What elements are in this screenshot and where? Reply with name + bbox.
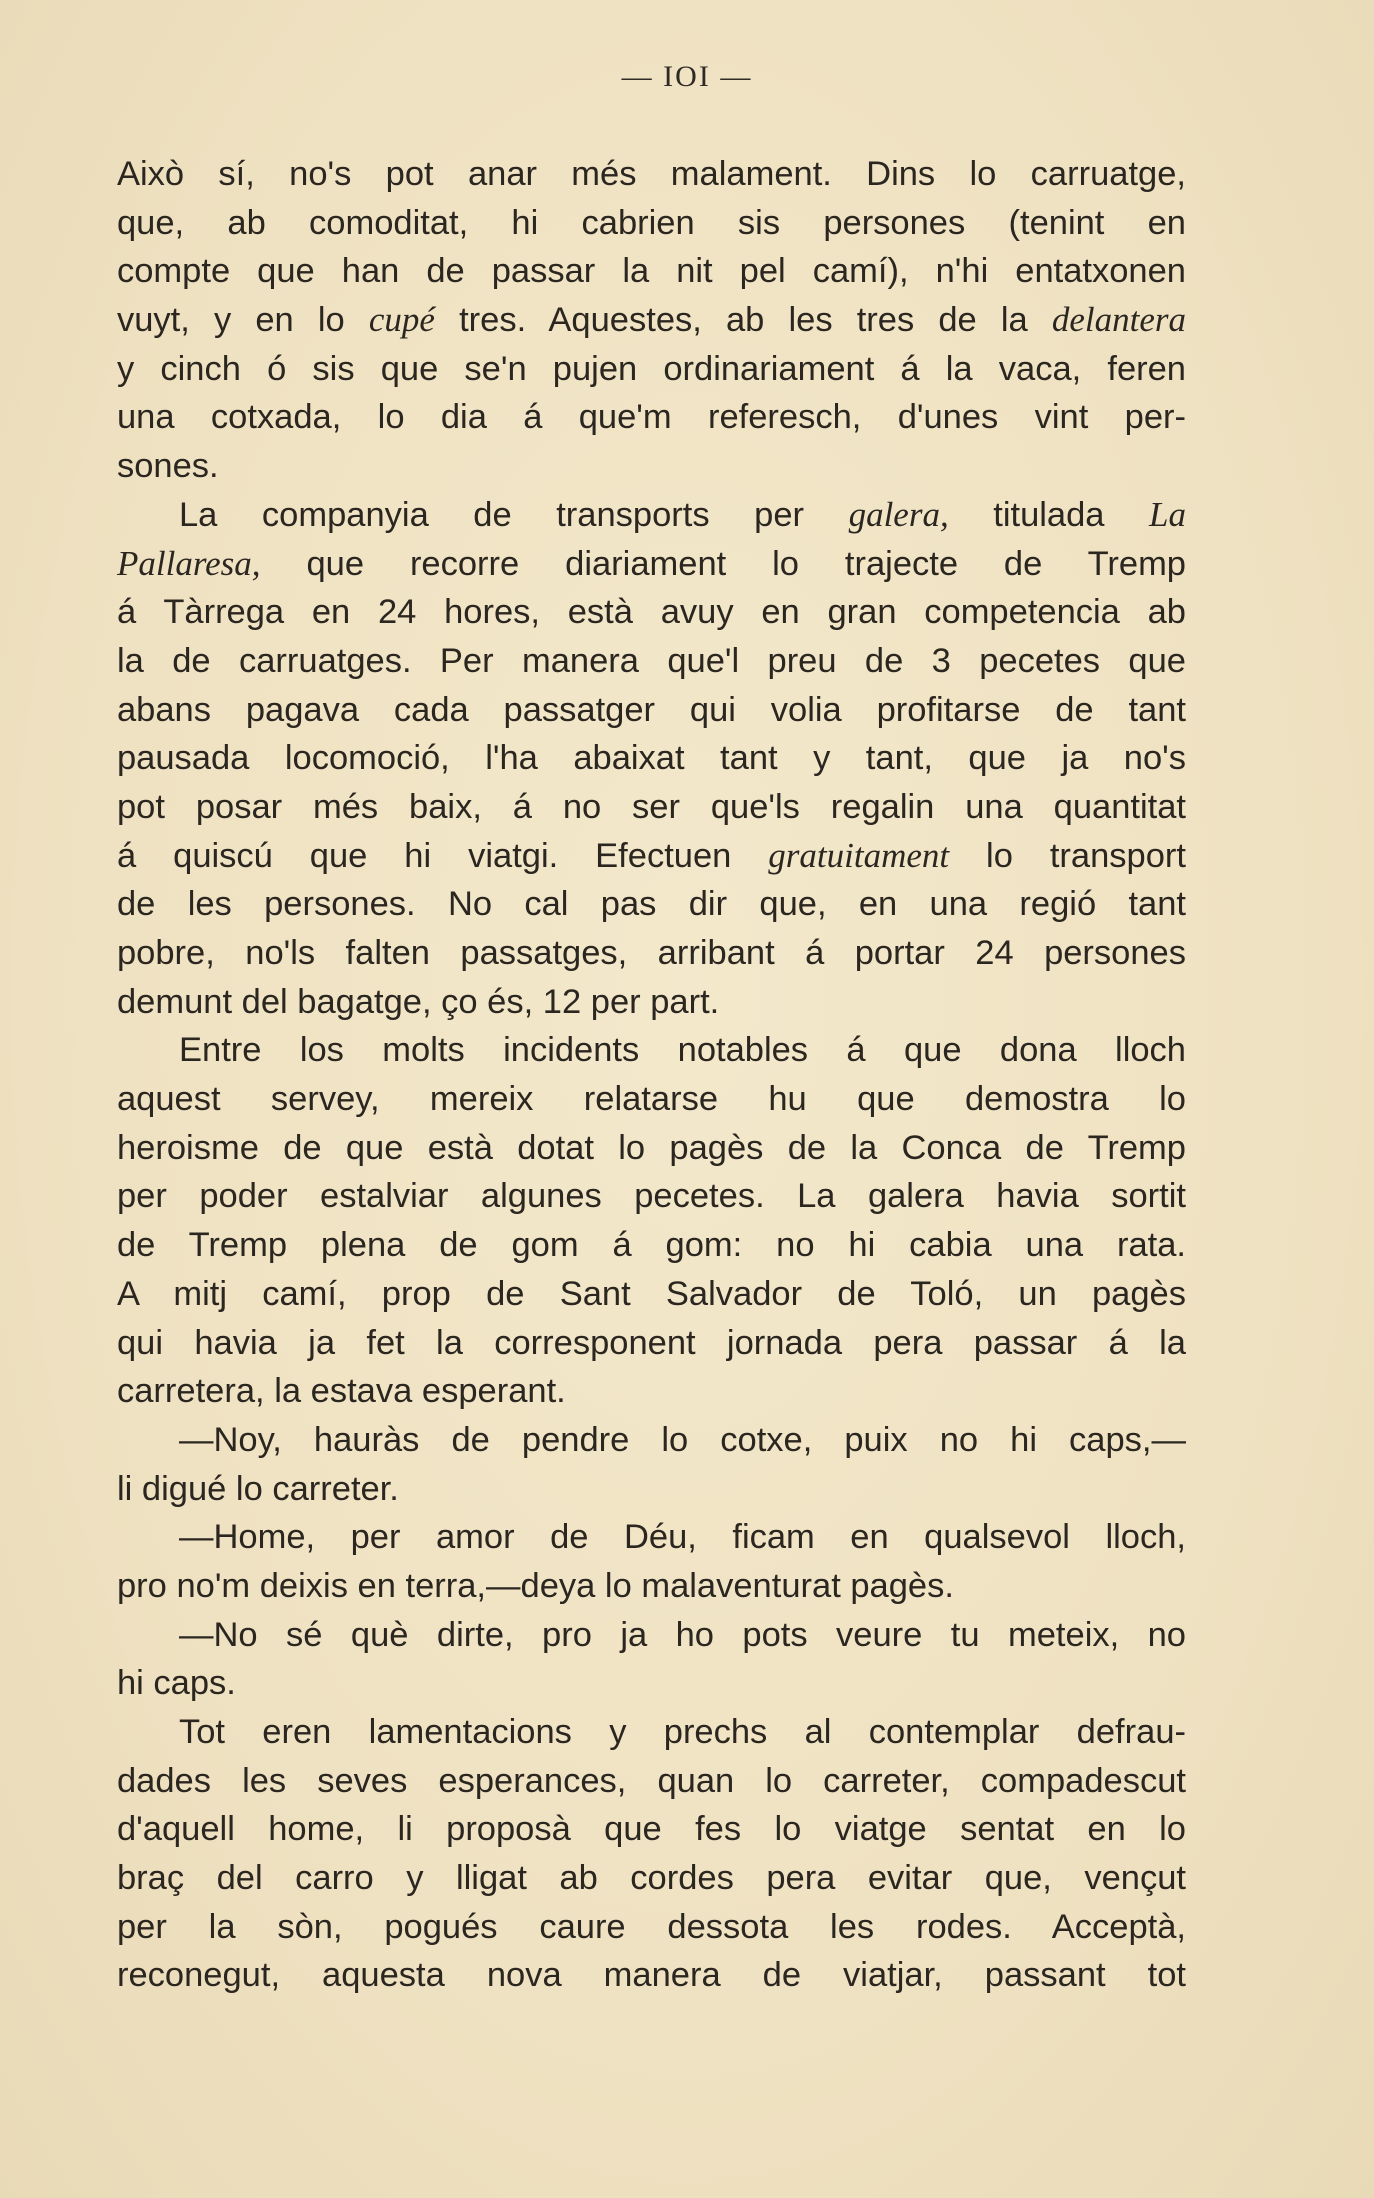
text-line [117, 686, 1186, 735]
text-run: —Home, per amor de Déu, ficam en qualsevol lloch, [179, 1518, 1186, 1557]
text-line [117, 1659, 1186, 1708]
text-run: carretera, la estava esperant. [117, 1372, 566, 1411]
text-run: —No sé què dirte, pro ja ho pots veure tu meteix, no [179, 1615, 1186, 1654]
text-run: A mitj camí, prop de Sant Salvador de Toló, un pagès [117, 1274, 1186, 1313]
text-line [117, 1708, 1186, 1757]
text-run: tres. Aquestes, ab les tres de la [434, 301, 1052, 340]
text-run: una cotxada, lo dia á que'm referesch, d'unes vint per- [117, 398, 1186, 437]
text-line [117, 978, 1186, 1027]
italic-run: Pallaresa, [117, 543, 261, 583]
text-run: de Tremp plena de gom á gom: no hi cabia una rata. [117, 1226, 1186, 1265]
text-run: vuyt, y en lo [117, 301, 369, 340]
text-line [117, 1513, 1186, 1562]
text-line [117, 393, 1186, 442]
text-run: reconegut, aquesta nova manera de viatjar, passant tot [117, 1956, 1186, 1995]
text-line [117, 199, 1186, 248]
text-line [117, 345, 1186, 394]
text-line [117, 1903, 1186, 1952]
page-number: — IOI — [621, 60, 753, 93]
text-run: qui havia ja fet la corresponent jornada pera passar á la [117, 1323, 1186, 1362]
text-run: li digué lo carreter. [117, 1469, 399, 1508]
text-run: La companyia de transports per [179, 495, 849, 534]
text-run: braç del carro y lligat ab cordes pera evitar que, vençut [117, 1859, 1186, 1898]
text-line [117, 1854, 1186, 1903]
text-line [117, 1416, 1186, 1465]
italic-run: galera, [848, 494, 949, 534]
text-run: aquest servey, mereix relatarse hu que demostra lo [117, 1080, 1186, 1119]
text-run: —Noy, hauràs de pendre lo cotxe, puix no hi caps,— [179, 1420, 1186, 1459]
text-run: per poder estalviar algunes pecetes. La galera havia sortit [117, 1177, 1186, 1216]
body-text [117, 150, 1186, 2000]
italic-run: cupé [368, 300, 435, 340]
text-run: hi caps. [117, 1664, 236, 1703]
text-line [117, 1562, 1186, 1611]
text-run: titulada [948, 495, 1150, 534]
text-line [117, 1270, 1186, 1319]
italic-run: La [1149, 494, 1187, 534]
text-run: Això sí, no's pot anar més malament. Dins lo carruatge, [117, 155, 1186, 193]
text-run: Entre los molts incidents notables á que dona lloch [179, 1031, 1186, 1070]
text-line [117, 1124, 1186, 1173]
text-line [117, 1805, 1186, 1854]
text-line [117, 1465, 1186, 1514]
text-line [117, 247, 1186, 296]
text-line [117, 150, 1186, 199]
text-run: compte que han de passar la nit pel camí), n'hi entatxonen [117, 252, 1186, 291]
text-run: per la sòn, pogués caure dessota les rodes. Acceptà, [117, 1907, 1186, 1946]
text-line [117, 491, 1186, 540]
text-run: heroisme de que està dotat lo pagès de la Conca de Tremp [117, 1128, 1186, 1167]
italic-run: gratuitament [768, 835, 950, 875]
text-run: y cinch ó sis que se'n pujen ordinariament á la vaca, feren [117, 349, 1186, 388]
text-line [117, 296, 1186, 345]
text-run: que recorre diariament lo trajecte de Tremp [260, 544, 1186, 583]
text-line [117, 783, 1186, 832]
text-run: lo transport [949, 836, 1186, 875]
text-line [117, 540, 1186, 589]
text-run: Tot eren lamentacions y prechs al contemplar defrau- [179, 1713, 1186, 1751]
text-run: á quiscú que hi viatgi. Efectuen [117, 836, 769, 875]
text-run: sones. [117, 447, 219, 486]
text-run: pobre, no'ls falten passatges, arribant á portar 24 persones [117, 934, 1186, 972]
text-line [117, 1367, 1186, 1416]
text-run: abans pagava cada passatger qui volia profitarse de tant [117, 690, 1186, 729]
text-line [117, 929, 1186, 978]
text-line [117, 880, 1186, 929]
text-run: pro no'm deixis en terra,—deya lo malaventurat pagès. [117, 1566, 954, 1605]
text-line [117, 1611, 1186, 1660]
text-line [117, 588, 1186, 637]
text-line [117, 1026, 1186, 1075]
text-line [117, 1075, 1186, 1124]
text-run: á Tàrrega en 24 hores, està avuy en gran competencia ab [117, 593, 1186, 632]
text-line [117, 1757, 1186, 1806]
text-line [117, 832, 1186, 881]
text-line [117, 734, 1186, 783]
text-run: demunt del bagatge, ço és, 12 per part. [117, 982, 720, 1021]
text-run: la de carruatges. Per manera que'l preu de 3 pecetes que [117, 641, 1186, 680]
text-line [117, 1319, 1186, 1368]
text-line [117, 1221, 1186, 1270]
text-line [117, 637, 1186, 686]
text-line [117, 1951, 1186, 2000]
italic-run: delantera [1051, 300, 1186, 340]
text-run: d'aquell home, li proposà que fes lo viatge sentat en lo [117, 1810, 1186, 1849]
text-line [117, 442, 1186, 491]
text-run: dades les seves esperances, quan lo carreter, compadescut [117, 1761, 1186, 1800]
text-run: de les persones. No cal pas dir que, en una regió tant [117, 885, 1186, 924]
text-run: pot posar més baix, á no ser que'ls regalin una quantitat [117, 787, 1186, 826]
text-run: pausada locomoció, l'ha abaixat tant y tant, que ja no's [117, 739, 1186, 778]
text-run: que, ab comoditat, hi cabrien sis persones (tenint en [117, 203, 1186, 242]
text-line [117, 1172, 1186, 1221]
